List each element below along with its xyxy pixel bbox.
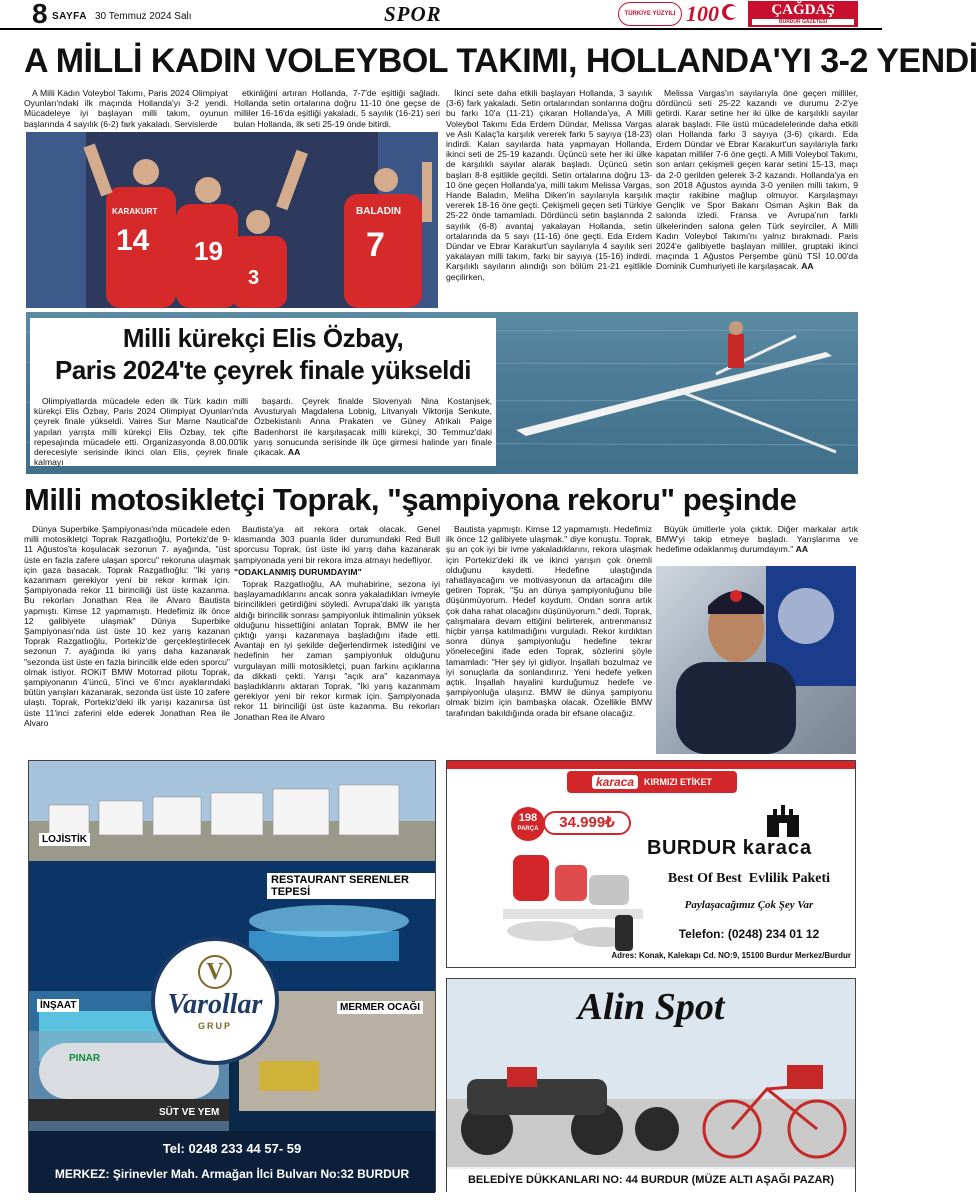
- karaca-phone: Telefon: (0248) 234 01 12: [678, 927, 820, 941]
- volleyball-col-2: etkinliğini artıran Hollanda, 7-7'de eşitliği sağladı. Hollanda setin ortalarına doğru 11-10 öne geçse de milliler 16-16'da eşitliği yakaladı, 5 sayılık (16-21) seri bulan Hollanda, ilk seti 25-19 önde bitirdi.: [234, 88, 440, 129]
- karaca-banner-brand: karaca: [592, 775, 638, 789]
- karaca-package: Best Of Best Evlilik Paketi: [667, 871, 831, 886]
- label-lojistik: LOJİSTİK: [39, 833, 90, 846]
- turkiye-yuzyili-logo: TÜRKİYE YÜZYILI: [618, 2, 682, 26]
- issue-date: 30 Temmuz 2024 Salı: [95, 11, 192, 22]
- varollar-ad: [28, 760, 436, 1192]
- jersey-number: 19: [194, 236, 223, 266]
- volleyball-photo: [26, 132, 438, 308]
- section-title: SPOR: [384, 2, 442, 26]
- rowing-headline-1: Milli kürekçi Elis Özbay,: [122, 323, 404, 353]
- karaca-ad: [446, 760, 856, 968]
- volleyball-col-3: İkinci sete daha etkili başlayan Hollanda, 3 sayılık (3-6) fark yakaladı. Setin ortalarından sonlarına doğru bu farkı 10'a (11-21) çıkaran Hollanda'ya, A Milli Voleybol Takımı Eda Erdem Dündar, Melissa Vargas ve Aslı Kalaç'la karşılık vererek farkı 5 sayıya (18-23) indirdi. Kalan sayılarda hata yapmayan Hollanda, ikinci seti de 25-19 kazandı. Üçüncü sete her iki ülke de karşılıklı sayılar alarak başladı. Üçüncü setin başları 8-8 eşitlikle geçildi. Setin ortalarına doğru 13-10 öne geçen Hollanda'ya, milli takım Melissa Vargas, Hande Baladın, Meliha Diken'in sayılarıyla karşılık vererek 18-16 öne geçti. Çekişmeli geçen seti Türkiye 25-22 önde tamamladı. Dördüncü setin başlarında 2 sayılık (6-8) avantaj yakalayan Hollanda, setin ortalarında da 5 sayı (11-16) öne geçti. Eda Erdem Dündar ve Ebrar Karakurt'un sayılarıyla 4 sayılık seri yakalayan milli takım, farkı bir sayıya (15-16) indirdi. Karşılıklı sayıların alındığı son bölüm 21-21 eşitlikle geçilirken,: [446, 88, 652, 282]
- toprak-photo: [656, 566, 856, 754]
- varollar-logo: [151, 937, 279, 1065]
- varollar-logo-name: Varollar: [167, 989, 263, 1020]
- karaca-slogan: Paylaşacağımız Çok Şey Var: [684, 899, 814, 911]
- karaca-store: [647, 837, 812, 860]
- jersey-number: 7: [366, 226, 385, 264]
- store-brand: karaca: [742, 837, 813, 859]
- alin-spot-ad: [446, 978, 856, 1192]
- source-tag: AA: [795, 544, 809, 555]
- varollar-logo-sub: GRUP: [197, 1021, 232, 1031]
- jersey-name: BALADIN: [356, 206, 401, 217]
- volleyball-col-1: A Milli Kadın Voleybol Takımı, Paris 2024 Olimpiyat Oyunları'ndaki ilk maçında Hollanda'yı 3-2 yendi. Mücadeleye iyi başlayan milli takım, oyunun başlarında 4 sayılık (6-2) fark yakaladı. Servislerde: [24, 88, 228, 129]
- centennial-logo: 100: [686, 1, 719, 26]
- crescent-icon: [722, 4, 738, 20]
- rowing-col-2: başardı. Çeyrek finalde Slovenyalı Nina Kostanjsek, Avusturyalı Magdalena Lobnig, Litvanyalı Viktorija Senkute, Özbekistanlı Anna Prakaten ve Güney Afrikalı Paige Badenhorst ile karşılaşacak milli kürekçi, 30 Temmuz'daki yarış sonucunda serisinde ilk üçe girmesi halinde yarı finale çıkacak. AA: [254, 396, 492, 458]
- label-insaat: İNŞAAT: [37, 999, 79, 1012]
- motorcycle-col-2: Bautista'ya ait rekora ortak olacak. Genel klasmanda 303 puanla lider durumundaki Red Bull sporcusu Toprak, üst üste iki yarış daha kazanarak şampiyonada yeni bir rekora imza atmayı hedefliyor. "ODAKLANMIŞ DURUMDAYIM" Toprak Razgatlıoğlu, AA muhabirine, sezona iyi başlayamadıklarını ancak sonra yakaladıkları ivmeyle birincilikleri getirdiğini söyledi. Avrupa'daki ilk yarışta aldığı birincilik sonrası şampiyonluk ihtimalinin yüksek olduğunu hissettiğini anlatan Toprak, BMW ile her çıktığı yarışı kazanmaya başladığını ifade etti. Avantajı en iyi şekilde değerlendirmek istediğini ve hedefinin her zaman şampiyonluk olduğunu vurgulayan milli motosikletçi, puan farkını açıklarına da dikkati çekti. Yarışı "açık ara" kazanmaya başladıklarını aktaran Toprak, "İki yarış kazanmam gerekiyor yeni bir rekor kırmak için. Şampiyonada rekor 11 birinciliği üst üste kazanma. Bu rekorları Jonathan Rea ile Alvaro: [234, 524, 440, 722]
- source-tag: AA: [801, 261, 814, 272]
- volleyball-col-4: Melissa Vargas'ın sayılarıyla öne geçen milliler, dördüncü seti 25-22 kazandı ve durumu 2-2'ye getirdi. Karar setine her iki ülke de karşılıklı sayılar alarak başladı. File üstü mücadelelerinde daha etkili olan Hollanda farkı 3 sayıya (3-6) çıkardı. Eda Erdem Dündar ve Ebrar Karakurt'un sayılarıyla farkı kapatan milliler 7-6 öne geçti. A Milli Voleybol Takımı, son anları çekişmeli geçen karar setini 15-13, maçı da 2-0 gerilden gelerek 3-2 kazandı. Hollanda'ya en son 2018 Ağustos ayında 3-0 yenilen milli takım, 9 maçtır rakibine mağlup olmuyor. Karşılaşmayı Gençlik ve Spor Bakanı Osman Aşkın Bak da salonda izledi. Fransa ve Avrupa'nın farklı ülkelerinden salona gelen Türk seyirciler, A Milli Kadın Voleybol Takımı'nı yalnız bırakmadı. Paris 2024'e galibiyetle başlayan milliler, gruptaki ikinci maçında 1 Ağustos Perşembe günü TSİ 10.00'da Dominik Cumhuriyeti ile karşılaşacak. AA: [656, 88, 858, 272]
- jersey-name: KARAKURT: [112, 207, 158, 216]
- label-restaurant: RESTAURANT SERENLER TEPESİ: [267, 873, 435, 899]
- motorcycle-col-4: Büyük ümitlerle yola çıktık. Diğer markalar artık BMW'yi takip etmeye başladı. Yarışlarıma ve hedefime odaklanmış durumdayım." AA: [656, 524, 858, 555]
- karaca-address: Adres: Konak, Kalekapı Cd. NO:9, 15100 Burdur Merkez/Burdur: [611, 951, 851, 960]
- label-mermer: MERMER OCAĞI: [337, 1001, 423, 1014]
- motorcycle-col-3: Bautista yapmıştı. Kimse 12 yapmamıştı. Hedefimiz ilk önce 12 galibiyete ulaşmak." diye konuştu. Toprak, şu an çok iyi bir ivme yakaladıklarını, rekora ulaşmak için Portekiz'deki ilk ve ikinci yarışın çok önemli olduğunu kaydetti. Hedefine ulaştığında rahatlayacağını ve motivasyonun da artacağını dile getiren Toprak, "Şu an dünya şampiyonluğunu bile düşünmüyorum. Hedef koydum. Ondan sonra artık çok daha rahat olacağını düşünüyorum." dedi. Toprak, çalışmalara devam ettiğini belirterek, antrenmansız hiçbir yarışa katılmadığını vurguladı. Rekor kırdıktan sonra dünya şampiyonluğu hedefine tekrar yöneleceğini ifade eden Toprak, sözlerini şöyle tamamladı: "Her şey iyi gidiyor. İnşallah bozulmaz ve iyi sonuçlarla da sonlandırırız. Yeni hedefe yelken açtık. İnşallah hayalini kurduğumuz hedefe ve şampiyonluğa ulaşırız. BMW ile dünya şampiyonu olmak bizim için bambaşka olacak. Özellikle BMW tarafından bakıldığında orada bir efsane olacağız.: [446, 524, 652, 718]
- rowing-col-1: Olimpiyatlarda mücadele eden ilk Türk kadın milli kürekçi Elis Özbay, Paris 2024 Olimpiyat Oyunları'nda çeyrek finale yükseldi. Vaires Sur Marne Nautical'de yapılan yarışta milli kürekçi Elis Özbay, tek çifte repesajında mücadele etti. Organizasyonda 8.00.00'lik derecesiyle serisinde ikinci olan Elis, çeyrek finale kalmayı: [34, 396, 248, 468]
- varollar-phone: Tel: 0248 233 44 57- 59: [162, 1141, 302, 1156]
- motorcycle-col-1: Dünya Superbike Şampiyonası'nda mücadele eden milli motosikletçi Toprak Razgatlıoğlu, Portekiz'de 9-11 Ağustos'ta koşulacak sezonun 7. ayağında, "üst üste en fazla zafere ulaşan sporcu" rekoruna ulaşmak için gaza basacak. Toprak Razgatlıoğlu: "İki yarış kazanmam gerekiyor yeni bir rekor kırmak için. Şampiyonada rekor 11 birinciliği üst üste kazanma. Bu rekorları Jonathan Rea ile Alvaro Bautista yapmıştı. Kimse 12 yapmamıştı. Hedefimiz ilk önce 12 galibiyete ulaşmak" Dünya Superbike Şampiyonası'nda üst üste 10 kez yarış kazanan Toprak Razgatlıoğlu, Portekiz'de gerçekleştirilecek sezonun 7. ayağında iki yarış daha kazanarak "sezonda üst üste en fazla birincilik elde eden sporcu" olmak istiyor. ROKiT BMW Motorrad pilotu Toprak, şampiyonanın 4'üncü, 5'inci ve 6'ıncı ayaklarındaki bütün yarışları kazanarak, sezonda üst üste 10 zafere ulaştı. Toprak, Portekiz'deki ilk yarışı kazanırsa üst üste 11'inci zaferini elde ederek Jonathan Rea ile Alvaro: [24, 524, 230, 728]
- label-sut-yem: SÜT VE YEM: [159, 1107, 220, 1118]
- karaca-top-band: [447, 761, 855, 769]
- store-city: BURDUR: [647, 837, 737, 859]
- rowing-headline-2: Paris 2024'te çeyrek finale yükseldi: [54, 355, 471, 385]
- karaca-price: 34.999₺: [543, 811, 631, 835]
- jersey-number: 14: [116, 224, 150, 257]
- source-tag: AA: [287, 447, 301, 458]
- newspaper-brand-sub: BURDUR GAZETESİ: [752, 19, 854, 25]
- karaca-pieces-badge: [511, 807, 545, 841]
- page-word: SAYFA: [52, 11, 87, 22]
- karaca-banner: [567, 771, 737, 793]
- motorcycle-headline: Milli motosikletçi Toprak, "şampiyona rekoru" peşinde: [24, 482, 797, 517]
- varollar-logo-letter: V: [198, 955, 232, 989]
- motorcycle-subhead: "ODAKLANMIŞ DURUMDAYIM": [234, 566, 362, 577]
- volleyball-headline: A MİLLİ KADIN VOLEYBOL TAKIMI, HOLLANDA'YI 3-2 YENDİ: [24, 42, 978, 80]
- newspaper-logo: [748, 1, 858, 27]
- alin-spot-address: BELEDİYE DÜKKANLARI NO: 44 BURDUR (MÜZE ALTI AŞAĞI PAZAR): [447, 1169, 855, 1193]
- pieces-word: PARÇA: [517, 826, 539, 832]
- jersey-number: 3: [248, 267, 260, 289]
- newspaper-brand: ÇAĞDAŞ: [771, 2, 835, 18]
- karaca-products-image: [503, 845, 643, 955]
- pieces-number: 198: [518, 812, 538, 824]
- tanker-brand: PINAR: [69, 1053, 101, 1064]
- alin-spot-title: Alin Spot: [577, 986, 725, 1028]
- varollar-address: MERKEZ: Şirinevler Mah. Armağan İlci Bulvarı No:32 BURDUR: [54, 1167, 410, 1181]
- karaca-banner-tag: KIRMIZI ETİKET: [644, 777, 713, 787]
- page-number: 8: [32, 0, 48, 29]
- castle-icon: [763, 801, 803, 837]
